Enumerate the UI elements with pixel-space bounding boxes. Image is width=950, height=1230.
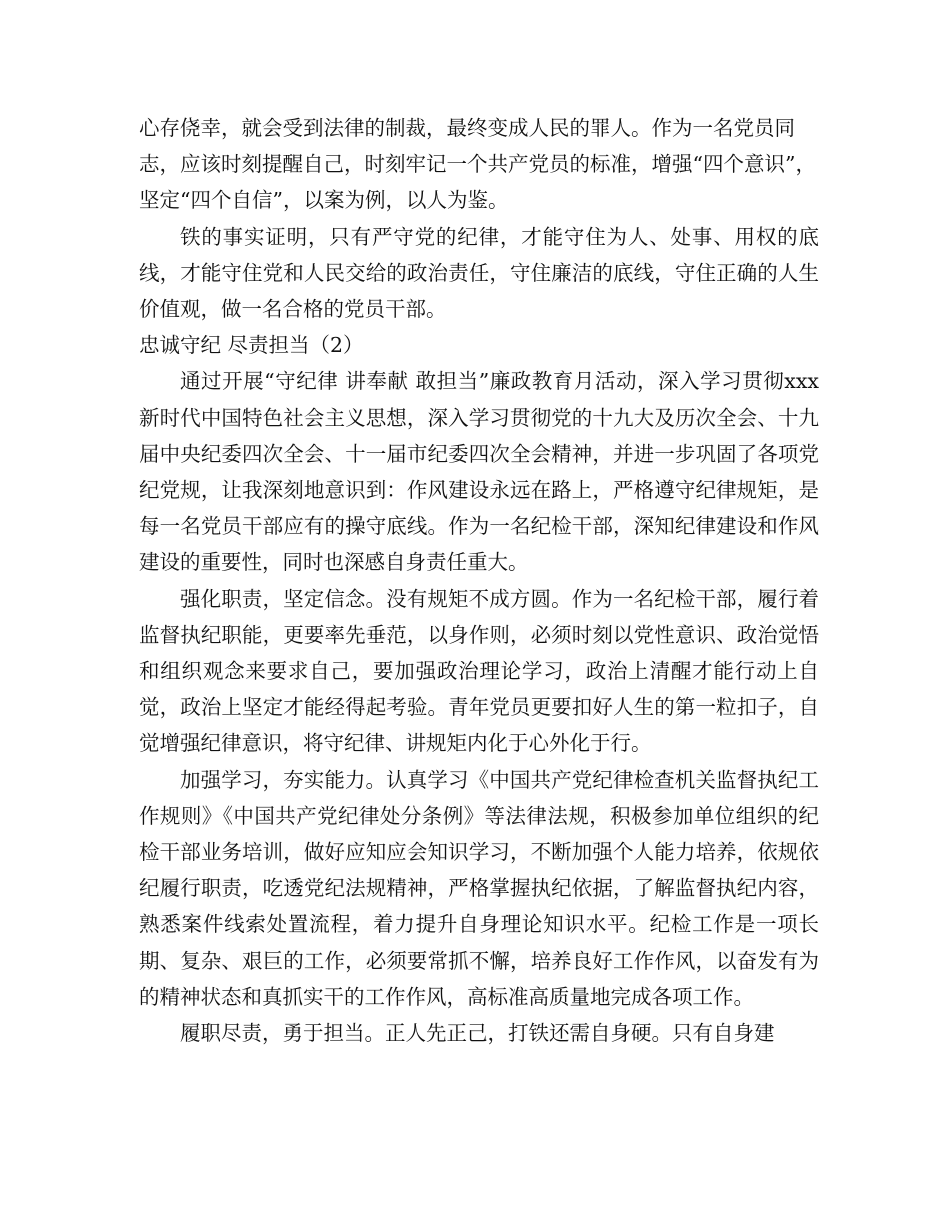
document-body (139, 110, 819, 1051)
section-heading: 忠诚守纪 尽责担当（2） (139, 333, 364, 358)
body-paragraph: 履职尽责，勇于担当。正人先正己，打铁还需自身硬。只有自身建 (180, 1021, 775, 1046)
body-paragraph: 通过开展“守纪律 讲奉献 敢担当”廉政教育月活动，深入学习贯彻xxx新时代中国特色社会主义思想，深入学习贯彻党的十九大及历次全会、十九届中央纪委四次全会、十一届市纪委四次全会精神，并进一步巩固了各项党纪党规，让我深刻地意识到：作风建设永远在路上，严格遵守纪律规矩，是每一名党员干部应有的操守底线。作为一名纪检干部，深知纪律建设和作风建设的重要性，同时也深感自身责任重大。 (139, 369, 819, 575)
body-paragraph: 强化职责，坚定信念。没有规矩不成方圆。作为一名纪检干部，履行着监督执纪职能，更要率先垂范，以身作则，必须时刻以党性意识、政治觉悟和组织观念来要求自己，要加强政治理论学习，政治上清醒才能行动上自觉，政治上坚定才能经得起考验。青年党员更要扣好人生的第一粒扣子，自觉增强纪律意识，将守纪律、讲规矩内化于心外化于行。 (139, 586, 819, 756)
body-paragraph: 加强学习，夯实能力。认真学习《中国共产党纪律检查机关监督执纪工作规则》《中国共产党纪律处分条例》等法律法规，积极参加单位组织的纪检干部业务培训，做好应知应会知识学习，不断加强个人能力培养，依规依纪履行职责，吃透党纪法规精神，严格掌握执纪依据，了解监督执纪内容，熟悉案件线索处置流程，着力提升自身理论知识水平。纪检工作是一项长期、复杂、艰巨的工作，必须要常抓不懈，培养良好工作作风，以奋发有为的精神状态和真抓实干的工作作风，高标准高质量地完成各项工作。 (139, 767, 819, 1009)
body-paragraph: 铁的事实证明，只有严守党的纪律，才能守住为人、处事、用权的底线，才能守住党和人民交给的政治责任，守住廉洁的底线，守住正确的人生价值观，做一名合格的党员干部。 (139, 224, 819, 322)
continuation-paragraph: 心存侥幸，就会受到法律的制裁，最终变成人民的罪人。作为一名党员同志，应该时刻提醒自己，时刻牢记一个共产党员的标准，增强“四个意识”，坚定“四个自信”，以案为例，以人为鉴。 (139, 116, 816, 213)
